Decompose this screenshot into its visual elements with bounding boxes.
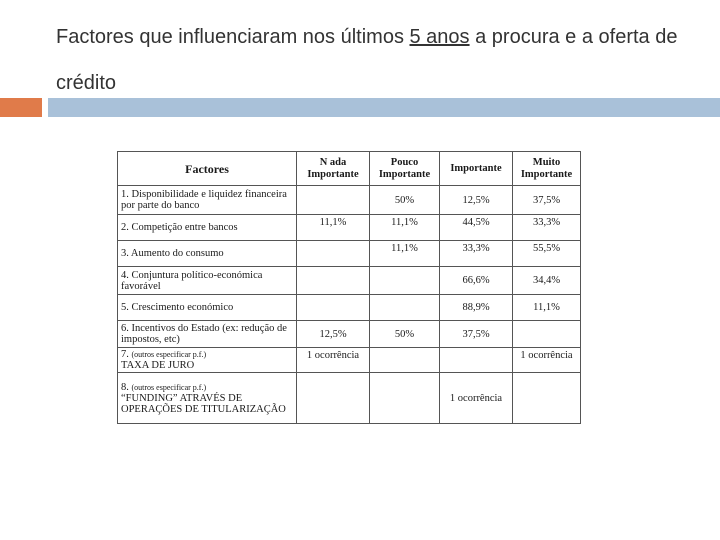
value-importante (440, 348, 513, 373)
value-muito: 1 ocorrência (513, 348, 581, 373)
table-row (118, 267, 581, 295)
factor-cell: 5. Crescimento económico (118, 295, 297, 321)
factor-prefix: 7. (121, 349, 132, 360)
factor-cell (118, 373, 297, 424)
accent-bar-orange (0, 98, 42, 117)
value-pouco: 50% (370, 186, 440, 215)
factor-cell: 4. Conjuntura político-económica favorável (118, 267, 297, 295)
value-importante: 44,5% (440, 215, 513, 241)
factor-note: (outros especificar p.f.) (131, 382, 207, 392)
table-row (118, 241, 581, 267)
header-factores: Factores (118, 152, 297, 186)
value-nada (297, 186, 370, 215)
factor-cell: 3. Aumento do consumo (118, 241, 297, 267)
value-nada (297, 241, 370, 267)
value-importante: 33,3% (440, 241, 513, 267)
header-pouco-importante: Pouco Importante (370, 152, 440, 186)
value-nada: 11,1% (297, 215, 370, 241)
value-muito: 33,3% (513, 215, 581, 241)
value-importante: 37,5% (440, 321, 513, 348)
factors-table (117, 151, 581, 424)
header-muito-importante: Muito Importante (513, 152, 581, 186)
value-muito: 11,1% (513, 295, 581, 321)
table-row (118, 215, 581, 241)
table-row (118, 373, 581, 424)
value-nada: 1 ocorrência (297, 348, 370, 373)
value-muito (513, 321, 581, 348)
value-pouco (370, 267, 440, 295)
factor-text: TAXA DE JURO (121, 360, 195, 371)
factor-cell: 6. Incentivos do Estado (ex: redução de impostos, etc) (118, 321, 297, 348)
table-row (118, 186, 581, 215)
value-nada (297, 267, 370, 295)
value-muito: 34,4% (513, 267, 581, 295)
table-row (118, 348, 581, 373)
value-pouco: 11,1% (370, 241, 440, 267)
factor-cell: 1. Disponibilidade e liquidez financeira por parte do banco (118, 186, 297, 215)
value-pouco: 50% (370, 321, 440, 348)
table-row (118, 295, 581, 321)
header-nada-importante: N ada Importante (297, 152, 370, 186)
table-row (118, 321, 581, 348)
value-importante: 1 ocorrência (440, 373, 513, 424)
factor-prefix: 8. (121, 381, 132, 393)
factor-text: “FUNDING” ATRAVÉS DE OPERAÇÕES DE TITULARIZAÇÃO (121, 392, 286, 415)
accent-bar-blue (48, 98, 720, 117)
value-pouco: 11,1% (370, 215, 440, 241)
value-importante: 88,9% (440, 295, 513, 321)
value-nada (297, 373, 370, 424)
value-importante: 66,6% (440, 267, 513, 295)
table-header-row (118, 152, 581, 186)
value-muito: 55,5% (513, 241, 581, 267)
value-pouco (370, 373, 440, 424)
value-nada (297, 295, 370, 321)
title-part2: a procura e a oferta de crédito (56, 26, 678, 94)
factor-cell: 2. Competição entre bancos (118, 215, 297, 241)
value-nada: 12,5% (297, 321, 370, 348)
slide-title (56, 14, 696, 106)
value-muito: 37,5% (513, 186, 581, 215)
title-part1: Factores que influenciaram nos últimos (56, 26, 410, 48)
value-importante: 12,5% (440, 186, 513, 215)
title-underlined: 5 anos (409, 26, 470, 48)
header-importante: Importante (440, 152, 513, 186)
value-muito (513, 373, 581, 424)
factor-note: (outros especificar p.f.) (131, 350, 207, 359)
value-pouco (370, 295, 440, 321)
factor-cell (118, 348, 297, 373)
value-pouco (370, 348, 440, 373)
